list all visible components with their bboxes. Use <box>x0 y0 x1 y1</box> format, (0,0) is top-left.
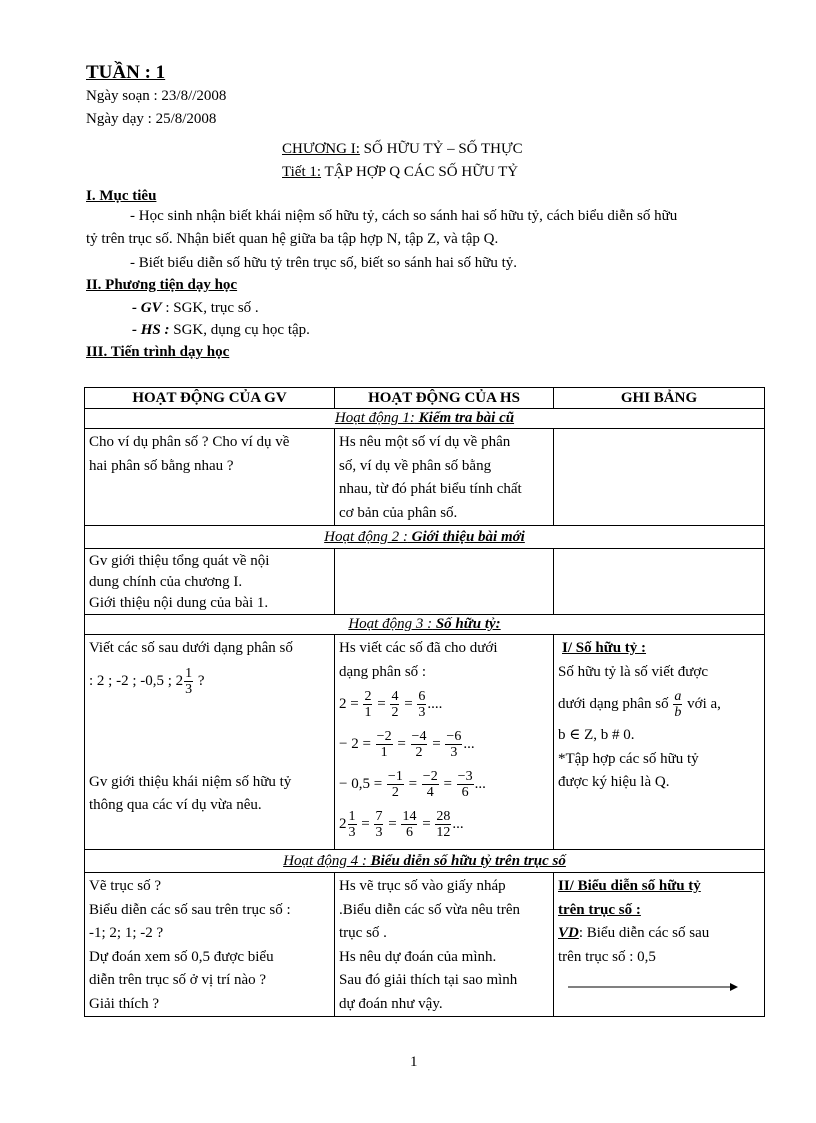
materials-hs: - HS : SGK, dụng cụ học tập. <box>132 322 310 338</box>
equation-row: − 0,5 = $\frac{-1}{2}$ = $\frac{-2}{4}$ = $\frac{-3}{6}$ ... <box>339 769 486 801</box>
fraction: $\frac{-4}{2}$ <box>411 729 427 761</box>
fraction: $\frac{-3}{6}$ <box>457 769 473 801</box>
activity-2-teacher: Gv giới thiệu tổng quát về nội dung chính của chương I. Giới thiệu nội dung của bài 1. <box>85 549 335 615</box>
activity-3-teacher: Viết các số sau dưới dạng phân số : 2 ; -2 ; -0,5 ; 2 $\frac{1}{3}$ ? Gv giới thiệu khái niệm số hữu tỷ thông qua các ví dụ vừa nêu. <box>85 635 335 850</box>
fraction: $\frac{6}{3}$ <box>418 689 426 721</box>
objective-line-3: - Biết biểu diễn số hữu tỷ trên trục số, biết so sánh hai số hữu tỷ. <box>130 255 518 271</box>
fraction: $\frac{2}{1}$ <box>364 689 372 721</box>
chapter-title: CHƯƠNG I: SỐ HỮU TỶ – SỐ THỰC <box>282 141 523 157</box>
lesson-table <box>84 387 765 1017</box>
objective-line-2: tỷ trên trục số. Nhận biết quan hệ giữa ba tập hợp N, tập Z, và tập Q. <box>86 231 499 247</box>
equation-row: 2 = $\frac{2}{1}$ = $\frac{4}{2}$ = $\frac{6}{3}$ .... <box>339 689 443 721</box>
week-heading: TUẦN : 1 <box>86 62 166 83</box>
header-board-notes: GHI BẢNG <box>554 388 765 409</box>
number-line-arrow <box>558 975 738 995</box>
activity-4-title: Hoạt động 4 : Biểu diễn số hữu tỷ trên trục số <box>85 850 765 873</box>
activity-4-board: II/ Biểu diễn số hữu tỷ trên trục số : VD: Biểu diễn các số sau trên trục số : 0,5 <box>554 873 765 1017</box>
activity-3-student: Hs viết các số đã cho dưới dạng phân số : 2 = $\frac{2}{1}$ = $\frac{4}{2}$ = $\frac{6}{3}$ .... − 2 = $\frac{-2}{1}$ = $\frac{-4}{2}$ = $\frac{-6}{3}$ ... − 0,5 = $\frac{-1}{2}$ = $\frac{-2}{4}$ = $\frac{-3}{6}$ ... 2 $\frac{1}{3}$ = $\frac{7}{3}$ = $\frac{14}{6}$ = $\frac{28}{12}$ ... <box>335 635 554 850</box>
activity-4-student: Hs vẽ trục số vào giấy nháp .Biểu diễn các số vừa nêu trên trục số . Hs nêu dự đoán của mình. Sau đó giải thích tại sao mình dự đoán như vậy. <box>335 873 554 1017</box>
activity-4-teacher: Vẽ trục số ? Biểu diễn các số sau trên trục số : -1; 2; 1; -2 ? Dự đoán xem số 0,5 được biểu diễn trên trục số ở vị trí nào ? Giải thích ? <box>85 873 335 1017</box>
materials-gv: - GV : SGK, trục số . <box>132 300 259 316</box>
section-materials-heading: II. Phương tiện dạy học <box>86 277 238 293</box>
header-teacher-activity: HOẠT ĐỘNG CỦA GV <box>85 388 335 409</box>
activity-3-title: Hoạt động 3 : Số hữu tỷ: <box>85 615 765 635</box>
activity-3-board: I/ Số hữu tỷ : Số hữu tỷ là số viết được dưới dạng phân số $\frac{a}{b}$ với a, b ∈ Z, b # 0. *Tập hợp các số hữu tỷ được ký hiệu là Q. <box>554 635 765 850</box>
fraction: $\frac{-2}{4}$ <box>422 769 438 801</box>
rational-def: dưới dạng phân số $\frac{a}{b}$ với a, <box>558 689 721 721</box>
teach-date: Ngày dạy : 25/8/2008 <box>86 111 217 127</box>
activity-1-title: Hoạt động 1: Kiểm tra bài cũ <box>85 409 765 429</box>
fraction: $\frac{-2}{1}$ <box>376 729 392 761</box>
fraction: $\frac{1}{3}$ <box>348 809 356 841</box>
activity-2-student <box>335 549 554 615</box>
mixed-number-question: : 2 ; -2 ; -0,5 ; 2 $\frac{1}{3}$ ? <box>89 665 205 697</box>
activity-1-board <box>554 429 765 526</box>
section-objectives-heading: I. Mục tiêu <box>86 188 157 204</box>
activity-2-board <box>554 549 765 615</box>
section-process-heading: III. Tiến trình dạy học <box>86 344 230 360</box>
fraction: $\frac{28}{12}$ <box>436 809 451 841</box>
fraction: $\frac{-6}{3}$ <box>446 729 462 761</box>
equation-row: − 2 = $\frac{-2}{1}$ = $\frac{-4}{2}$ = $\frac{-6}{3}$ ... <box>339 729 475 761</box>
header-student-activity: HOẠT ĐỘNG CỦA HS <box>335 388 554 409</box>
activity-1-student: Hs nêu một số ví dụ về phân số, ví dụ về phân số bằng nhau, từ đó phát biểu tính chất cơ bản của phân số. <box>335 429 554 526</box>
fraction: $\frac{4}{2}$ <box>391 689 399 721</box>
activity-2-title: Hoạt động 2 : Giới thiệu bài mới <box>85 526 765 549</box>
fraction: $\frac{-1}{2}$ <box>387 769 403 801</box>
fraction: $\frac{14}{6}$ <box>402 809 417 841</box>
prep-date: Ngày soạn : 23/8//2008 <box>86 88 227 104</box>
activity-1-teacher: Cho ví dụ phân số ? Cho ví dụ về hai phân số bằng nhau ? <box>85 429 335 526</box>
fraction: $\frac{7}{3}$ <box>375 809 383 841</box>
page-number: 1 <box>410 1054 418 1070</box>
objective-line-1: - Học sinh nhận biết khái niệm số hữu tỷ, cách so sánh hai số hữu tỷ, cách biểu diễn số hữu <box>130 208 678 224</box>
equation-row: 2 $\frac{1}{3}$ = $\frac{7}{3}$ = $\frac{14}{6}$ = $\frac{28}{12}$ ... <box>339 809 464 841</box>
table-header-row <box>85 388 765 409</box>
lesson-title: Tiết 1: TẬP HỢP Q CÁC SỐ HỮU TỶ <box>282 164 519 180</box>
